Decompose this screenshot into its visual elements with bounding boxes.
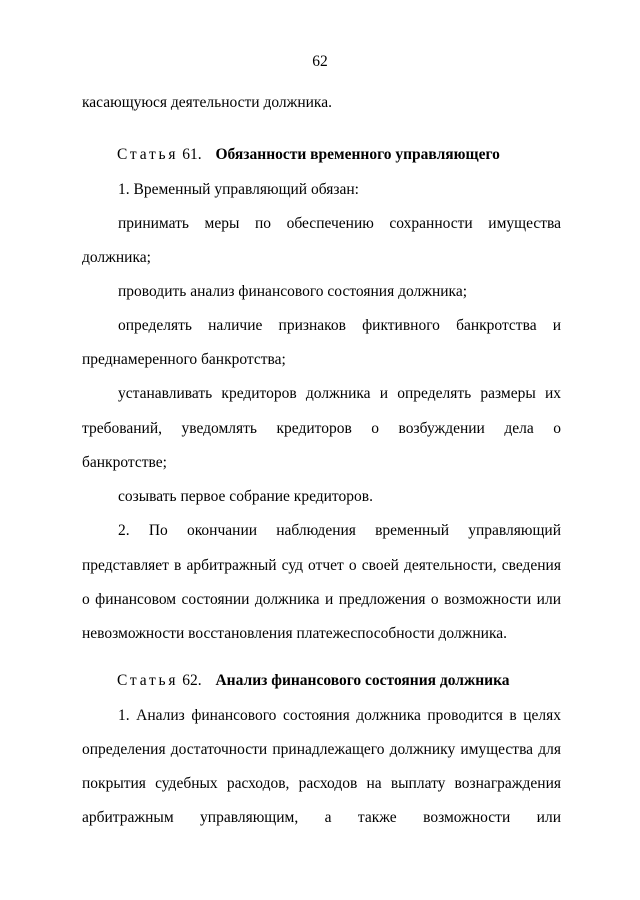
- text-line: проводить анализ финансового состояния должника;: [118, 283, 468, 300]
- text-line: покрытия судебных расходов, расходов на выплату вознаграждения: [82, 775, 561, 792]
- text-line: арбитражным управляющим, а также возможности или: [82, 809, 561, 826]
- article-61-heading: [117, 145, 500, 165]
- article-title: Обязанности временного управляющего: [215, 146, 500, 163]
- text-line: касающуюся деятельности должника.: [82, 94, 332, 111]
- text-line: 2. По окончании наблюдения временный управляющий: [118, 522, 561, 539]
- article-label: Статья: [117, 146, 179, 163]
- article-label: Статья: [117, 672, 179, 689]
- text-line: 1. Временный управляющий обязан:: [118, 181, 359, 198]
- article-62-heading: [117, 671, 510, 691]
- text-line: определять наличие признаков фиктивного банкротства и: [118, 317, 561, 334]
- article-number: 61.: [182, 146, 202, 163]
- article-title: Анализ финансового состояния должника: [215, 672, 510, 689]
- text-line: банкротстве;: [82, 454, 167, 471]
- text-line: принимать меры по обеспечению сохранности имущества: [118, 215, 561, 232]
- article-number: 62.: [182, 672, 202, 689]
- text-line: 1. Анализ финансового состояния должника проводится в целях: [118, 707, 561, 724]
- text-line: определения достаточности принадлежащего должнику имущества для: [82, 741, 561, 758]
- page-number: 62: [312, 53, 328, 70]
- text-line: о финансовом состоянии должника и предложения о возможности или: [82, 591, 561, 608]
- text-line: преднамеренного банкротства;: [82, 351, 286, 368]
- text-line: созывать первое собрание кредиторов.: [118, 488, 373, 505]
- text-line: должника;: [82, 249, 151, 266]
- text-line: требований, уведомлять кредиторов о возбуждении дела о: [82, 420, 561, 437]
- text-line: представляет в арбитражный суд отчет о своей деятельности, сведения: [82, 557, 561, 574]
- text-line: невозможности восстановления платежеспособности должника.: [82, 625, 508, 642]
- text-line: устанавливать кредиторов должника и определять размеры их: [118, 385, 561, 402]
